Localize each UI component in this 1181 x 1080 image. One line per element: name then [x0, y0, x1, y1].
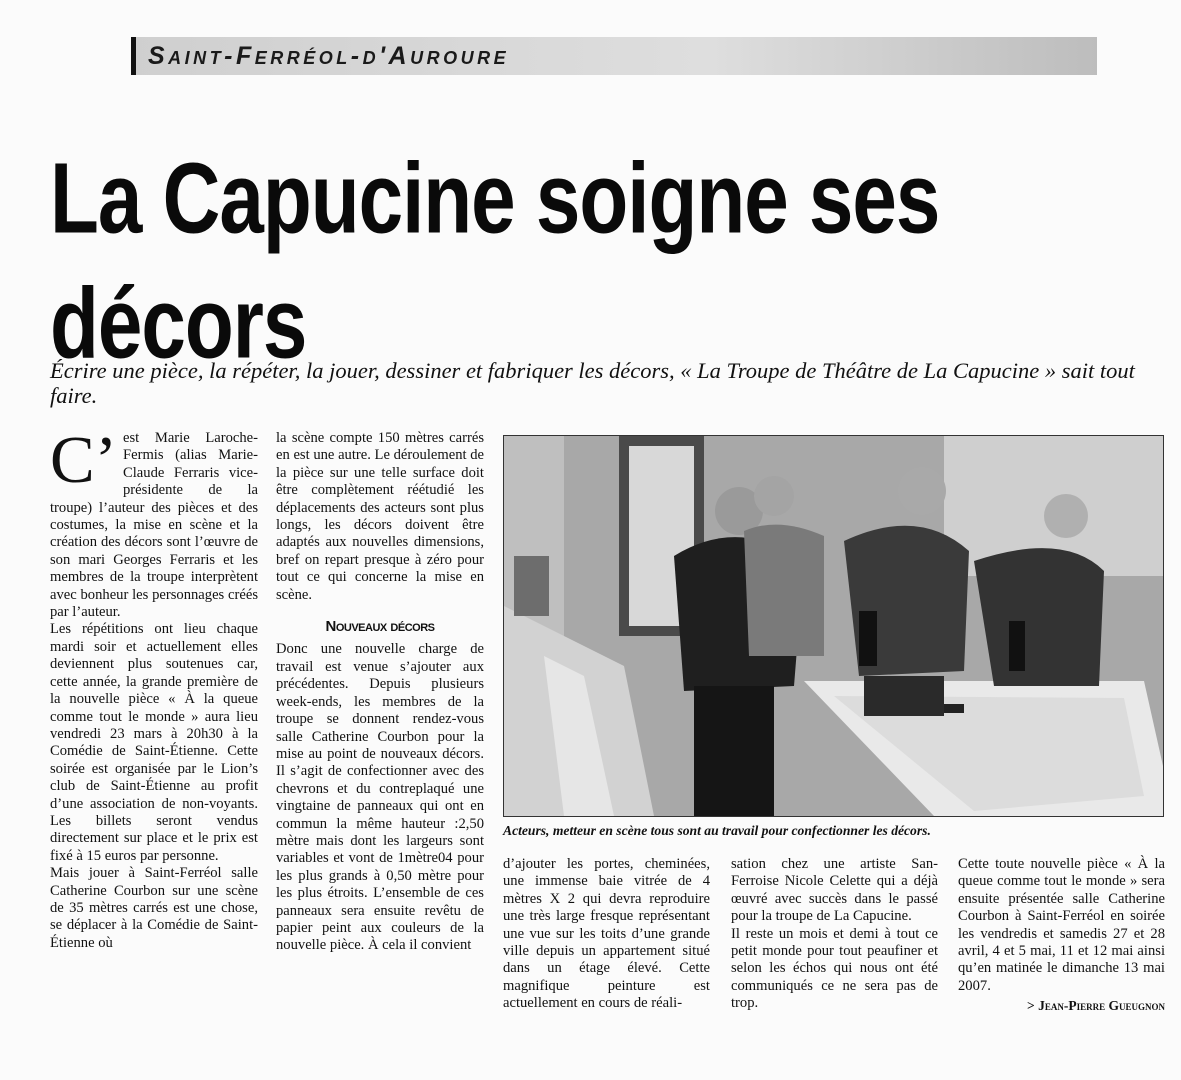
- article-column-1: [50, 423, 258, 952]
- section-rule: [131, 37, 136, 75]
- byline: > Jean-Pierre Gueugnon: [1027, 998, 1165, 1014]
- paragraph-7: sation chez une artiste San-Ferroise Nicole Celette qui a déjà œuvré avec succès dans le passé pour la troupe de La Capucine.: [731, 856, 938, 925]
- paragraph-1: est Marie Laroche-Fermis (alias Marie-Claude Ferraris vice-présidente de la troupe) l’auteur des pièces et des costumes, la mise en scène et la création des décors sont l’œuvre de son mari Georges Ferraris et les membres de la troupe interprètent avec bonheur les personnages créés par l’auteur.: [50, 430, 258, 621]
- article-column-4: [731, 856, 938, 1013]
- headline: La Capucine soigne ses décors: [50, 142, 940, 379]
- paragraph-4: la scène compte 150 mètres carrés en est une autre. Le déroulement de la pièce sur une telle surface doit être complètement réétudié les déplacements des acteurs sont plus longs, les décors doivent être adaptés aux nouvelles dimensions, bref on repart presque à zéro pour tout ce qui concerne la mise en scène.: [276, 430, 484, 603]
- photo-caption: Acteurs, metteur en scène tous sont au travail pour confectionner les décors.: [503, 823, 931, 838]
- lede: Écrire une pièce, la répéter, la jouer, dessiner et fabriquer les décors, « La Troupe de Théâtre de La Capucine » sait tout faire.: [50, 358, 1135, 408]
- article-photo: [503, 435, 1164, 817]
- paragraph-3: Mais jouer à Saint-Ferréol salle Catherine Courbon sur une scène de 35 mètres carrés est une chose, se déplacer à la Comédie de Saint-Étienne où: [50, 865, 258, 951]
- paragraph-2: Les répétitions ont lieu chaque mardi soir et actuellement elles deviennent plus soutenues car, cette année, la grande première de la nouvelle pièce « À la queue comme tout le monde » aura lieu vendredi 23 mars à 20h30 à la Comédie de Saint-Étienne. Cette soirée est organisée par le Lion’s club de Saint-Étienne au profit d’une association de non-voyants. Les billets seront vendus directement sur place et le prix est fixé à 15 euros par personne.: [50, 621, 258, 864]
- paragraph-8: Il reste un mois et demi à tout ce petit monde pour tout peaufiner et selon les échos qui nous ont été communiqués ce ne sera pas de trop.: [731, 925, 938, 1012]
- workshop-photo-illustration: [504, 436, 1163, 816]
- subheading: Nouveaux décors: [325, 618, 435, 636]
- paragraph-9: Cette toute nouvelle pièce « À la queue comme tout le monde » sera ensuite présentée salle Catherine Courbon à Saint-Ferréol en soirée les vendredis et samedis 27 et 28 avril, 4 et 5 mai, 11 et 12 mai ainsi qu’en matinée le dimanche 13 mai 2007.: [958, 856, 1165, 994]
- article-column-5: [958, 856, 1165, 1015]
- section-title: Saint-Ferréol-d'Auroure: [148, 42, 510, 70]
- paragraph-6: d’ajouter les portes, cheminées, une immense baie vitrée de 4 mètres X 2 qui devra reproduire une très large fresque représentant une vue sur les toits d’une grande ville depuis un appartement situé dans un étage élevé. Cette magnifique peinture est actuellement en cours de réali-: [503, 856, 710, 1012]
- article-column-3: [503, 856, 710, 1013]
- paragraph-5: Donc une nouvelle charge de travail est venue s’ajouter aux précédentes. Depuis plusieurs week-ends, les membres de la troupe se donnent rendez-vous salle Catherine Courbon pour la mise au point de nouveaux décors. Il s’agit de confectionner avec des chevrons et du contreplaqué une vingtaine de panneaux qui ont en commun la même hauteur :2,50 mètre mais dont les largeurs sont variables et vont de 1mètre04 pour les plus grands à 0,50 mètre pour les plus étroits. L’ensemble de ces panneaux sera ensuite revêtu de papier peint aux couleurs de la nouvelle pièce. À cela il convient: [276, 641, 484, 954]
- drop-cap: C’: [50, 423, 117, 497]
- article-column-2: [276, 430, 484, 955]
